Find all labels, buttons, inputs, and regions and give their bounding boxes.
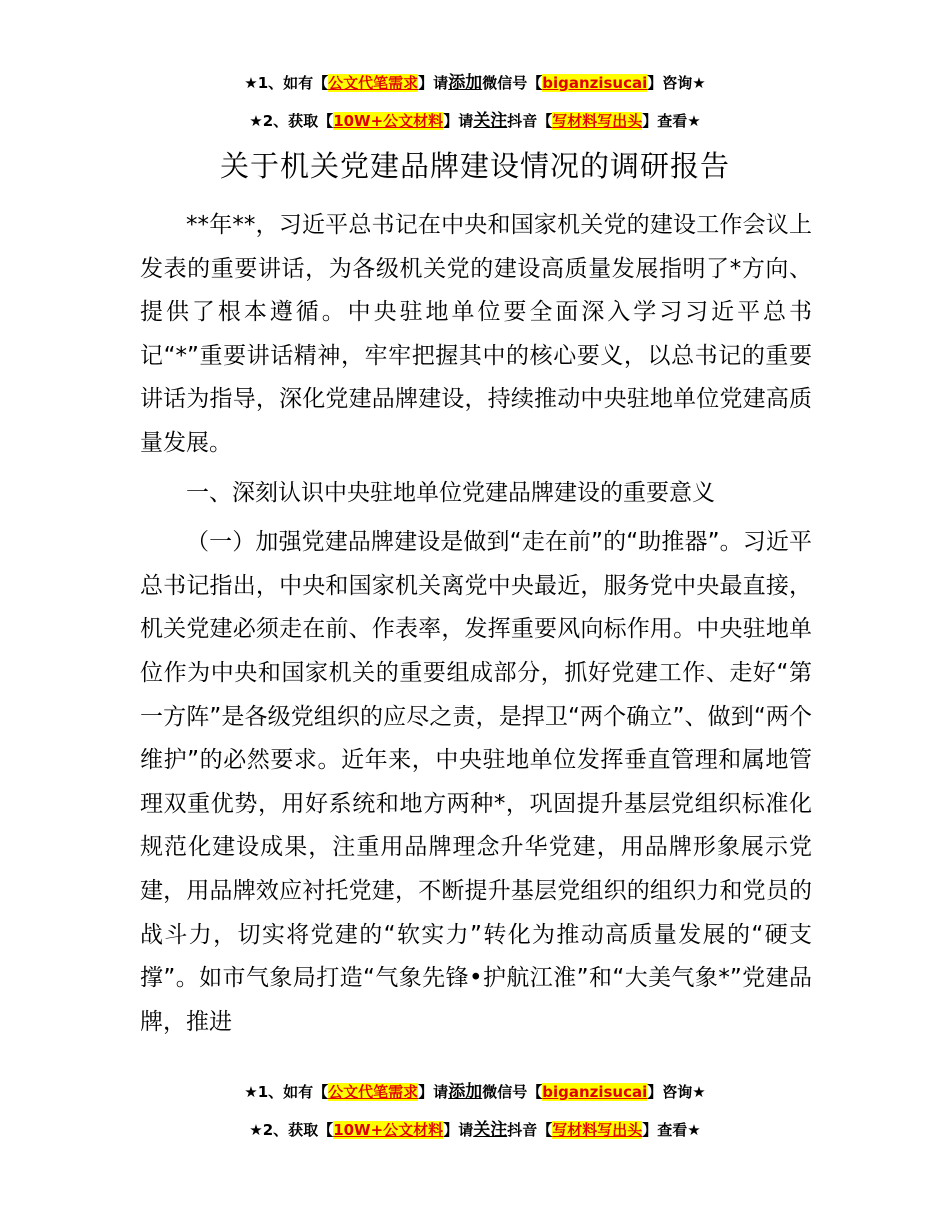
section-heading: 一、深刻认识中央驻地单位党建品牌建设的重要意义 [186, 479, 715, 506]
ad-highlight-douyin-id: 写材料写出头 [552, 1121, 643, 1139]
header-ad-line-2 [0, 106, 950, 131]
ad-text: 抖音【 [507, 1121, 553, 1139]
body-paragraph: （一）加强党建品牌建设是做到“走在前”的“助推器”。习近平总书记指出，中央和国家机关离党中央最近，服务党中央最直接，机关党建必须走在前、作表率，发挥重要风向标作用。中央驻地单位作为中央和国家机关的重要组成部分，抓好党建工作、走好“第一方阵”是各级党组织的应尽之责，是捍卫“两个确立”、做到“两个维护”的必然要求。近年来，中央驻地单位发挥垂直管理和属地管理双重优势，用好系统和地方两种*，巩固提升基层党组织标准化规范化建设成果，注重用品牌理念升华党建，用品牌形象展示党建，用品牌效应衬托党建，不断提升基层党组织的组织力和党员的战斗力，切实将党建的“软实力”转化为推动高质量发展的“硬支撑”。如市气象局打造“气象先锋•护航江淮”和“大美气象*”党建品牌，推进 [140, 529, 812, 1035]
intro-paragraph: **年**，习近平总书记在中央和国家机关党的建设工作会议上发表的重要讲话，为各级机关党的建设高质量发展指明了*方向、提供了根本遵循。中央驻地单位要全面深入学习习近平总书记“*”重要讲话精神，牢牢把握其中的核心要义，以总书记的重要讲话为指导，深化党建品牌建设，持续推动中央驻地单位党建高质量发展。 [140, 212, 812, 456]
ad-highlight-service: 公文代笔需求 [328, 74, 419, 92]
ad-text: ★2、获取【 [249, 1121, 334, 1139]
ad-highlight-wechat-id: biganzisucai [542, 74, 648, 92]
ad-text: 微信号【 [482, 74, 543, 92]
ad-text: 微信号【 [482, 1083, 543, 1101]
ad-text: ★1、如有【 [244, 74, 329, 92]
ad-emphasis: 添加 [448, 73, 483, 93]
ad-highlight-materials: 10W+公文材料 [333, 1121, 444, 1139]
footer-ad-line-1 [0, 1077, 950, 1102]
ad-text: ★1、如有【 [244, 1083, 329, 1101]
ad-text: 】查看★ [642, 112, 701, 130]
ad-text: 】请 [418, 1083, 449, 1101]
ad-text: 】请 [418, 74, 449, 92]
ad-highlight-service: 公文代笔需求 [328, 1083, 419, 1101]
footer-ad-line-2 [0, 1115, 950, 1140]
ad-emphasis: 关注 [473, 1120, 508, 1140]
ad-highlight-materials: 10W+公文材料 [333, 112, 444, 130]
ad-text: 】请 [443, 112, 474, 130]
ad-text: 】咨询★ [647, 1083, 706, 1101]
ad-text: 抖音【 [507, 112, 553, 130]
ad-text: 】咨询★ [647, 74, 706, 92]
ad-highlight-wechat-id: biganzisucai [542, 1083, 648, 1101]
ad-text: ★2、获取【 [249, 112, 334, 130]
ad-text: 】请 [443, 1121, 474, 1139]
ad-emphasis: 关注 [473, 111, 508, 131]
document-body [140, 204, 812, 1044]
ad-text: 】查看★ [642, 1121, 701, 1139]
header-ad-line-1 [0, 68, 950, 93]
document-title: 关于机关党建品牌建设情况的调研报告 [219, 149, 730, 183]
ad-highlight-douyin-id: 写材料写出头 [552, 112, 643, 130]
ad-emphasis: 添加 [448, 1082, 483, 1102]
